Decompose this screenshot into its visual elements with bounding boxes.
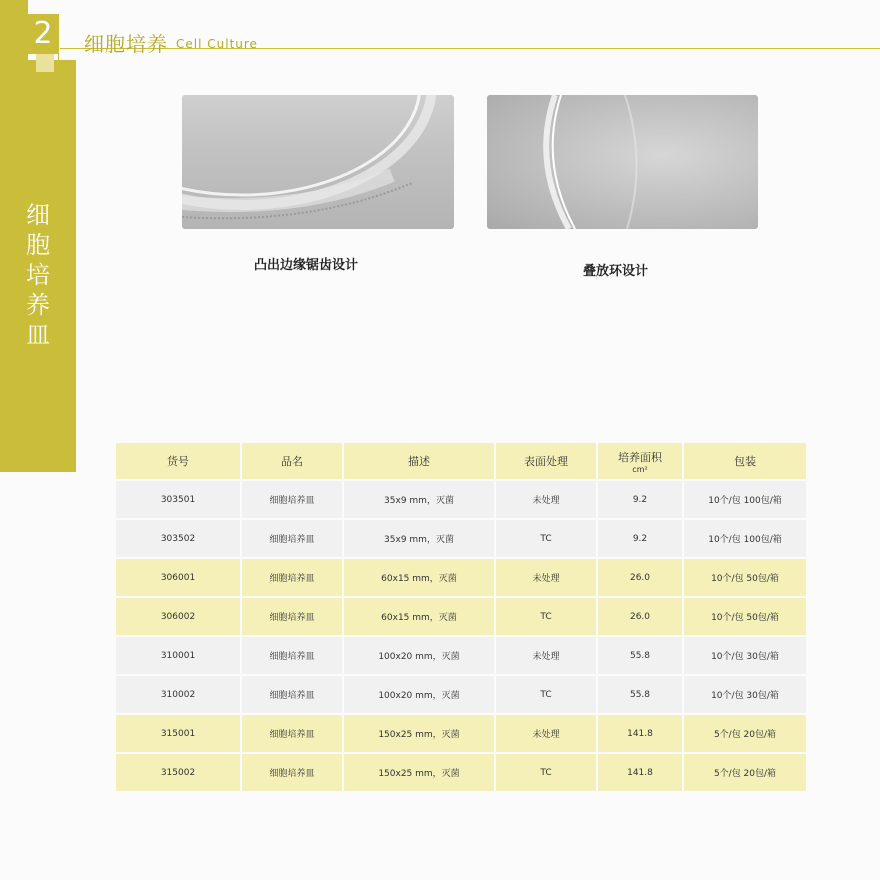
cell-catalog-no: 310002 — [116, 676, 240, 713]
table-row — [116, 598, 806, 635]
col-header-surface: 表面处理 — [496, 443, 596, 479]
cell-description: 60x15 mm，灭菌 — [344, 598, 494, 635]
table-row — [116, 754, 806, 791]
cell-area: 9.2 — [598, 520, 682, 557]
cell-area: 141.8 — [598, 754, 682, 791]
cell-area: 9.2 — [598, 481, 682, 518]
cell-surface: 未处理 — [496, 715, 596, 752]
cell-area: 26.0 — [598, 598, 682, 635]
table-row — [116, 520, 806, 557]
area-header-label: 培养面积 — [618, 450, 662, 464]
cell-product-name: 细胞培养皿 — [242, 481, 342, 518]
cell-surface: TC — [496, 598, 596, 635]
cell-description: 150x25 mm，灭菌 — [344, 754, 494, 791]
header-divider-vertical — [58, 14, 59, 74]
cell-catalog-no: 306001 — [116, 559, 240, 596]
table-row — [116, 559, 806, 596]
cell-product-name: 细胞培养皿 — [242, 676, 342, 713]
cell-product-name: 细胞培养皿 — [242, 520, 342, 557]
cell-description: 100x20 mm，灭菌 — [344, 676, 494, 713]
cell-description: 60x15 mm，灭菌 — [344, 559, 494, 596]
cell-product-name: 细胞培养皿 — [242, 754, 342, 791]
cell-description: 35x9 mm，灭菌 — [344, 481, 494, 518]
cell-catalog-no: 310001 — [116, 637, 240, 674]
cell-area: 55.8 — [598, 637, 682, 674]
cell-product-name: 细胞培养皿 — [242, 715, 342, 752]
cell-packaging: 10个/包 100包/箱 — [684, 481, 806, 518]
cell-catalog-no: 306002 — [116, 598, 240, 635]
cell-packaging: 10个/包 50包/箱 — [684, 598, 806, 635]
cell-product-name: 细胞培养皿 — [242, 559, 342, 596]
col-header-product-name: 品名 — [242, 443, 342, 479]
photo-caption-edge: 凸出边缘锯齿设计 — [254, 258, 359, 273]
cell-catalog-no: 315001 — [116, 715, 240, 752]
col-header-area — [598, 443, 682, 479]
page-title: 细胞培养 — [84, 32, 168, 56]
table-row — [116, 481, 806, 518]
corner-block — [0, 0, 28, 60]
cell-area: 141.8 — [598, 715, 682, 752]
cell-surface: TC — [496, 676, 596, 713]
cell-packaging: 10个/包 30包/箱 — [684, 676, 806, 713]
col-header-description: 描述 — [344, 443, 494, 479]
cell-area: 26.0 — [598, 559, 682, 596]
cell-packaging: 5个/包 20包/箱 — [684, 754, 806, 791]
table-row — [116, 715, 806, 752]
cell-product-name: 细胞培养皿 — [242, 598, 342, 635]
cell-packaging: 10个/包 100包/箱 — [684, 520, 806, 557]
col-header-catalog-no: 货号 — [116, 443, 240, 479]
cell-description: 150x25 mm，灭菌 — [344, 715, 494, 752]
cell-packaging: 10个/包 50包/箱 — [684, 559, 806, 596]
cell-surface: 未处理 — [496, 559, 596, 596]
petri-dish-edge-photo — [182, 95, 454, 229]
petri-dish-stacking-photo — [487, 95, 758, 229]
cell-surface: 未处理 — [496, 481, 596, 518]
cell-area: 55.8 — [598, 676, 682, 713]
cell-surface: TC — [496, 754, 596, 791]
section-number: 2 — [28, 14, 58, 54]
col-header-packaging: 包装 — [684, 443, 806, 479]
cell-catalog-no: 303501 — [116, 481, 240, 518]
cell-surface: 未处理 — [496, 637, 596, 674]
cell-surface: TC — [496, 520, 596, 557]
cell-packaging: 10个/包 30包/箱 — [684, 637, 806, 674]
cell-catalog-no: 315002 — [116, 754, 240, 791]
photo-caption-stacking: 叠放环设计 — [583, 264, 649, 279]
product-table — [114, 441, 808, 793]
area-unit: cm² — [632, 464, 648, 474]
table-row — [116, 637, 806, 674]
cell-packaging: 5个/包 20包/箱 — [684, 715, 806, 752]
cell-description: 35x9 mm，灭菌 — [344, 520, 494, 557]
cell-product-name: 细胞培养皿 — [242, 637, 342, 674]
corner-square — [36, 54, 54, 72]
cell-catalog-no: 303502 — [116, 520, 240, 557]
table-row — [116, 676, 806, 713]
cell-description: 100x20 mm，灭菌 — [344, 637, 494, 674]
page-subtitle: Cell Culture — [176, 37, 258, 51]
vertical-section-title: 细胞培养皿 — [26, 201, 50, 349]
table-header-row — [116, 443, 806, 479]
